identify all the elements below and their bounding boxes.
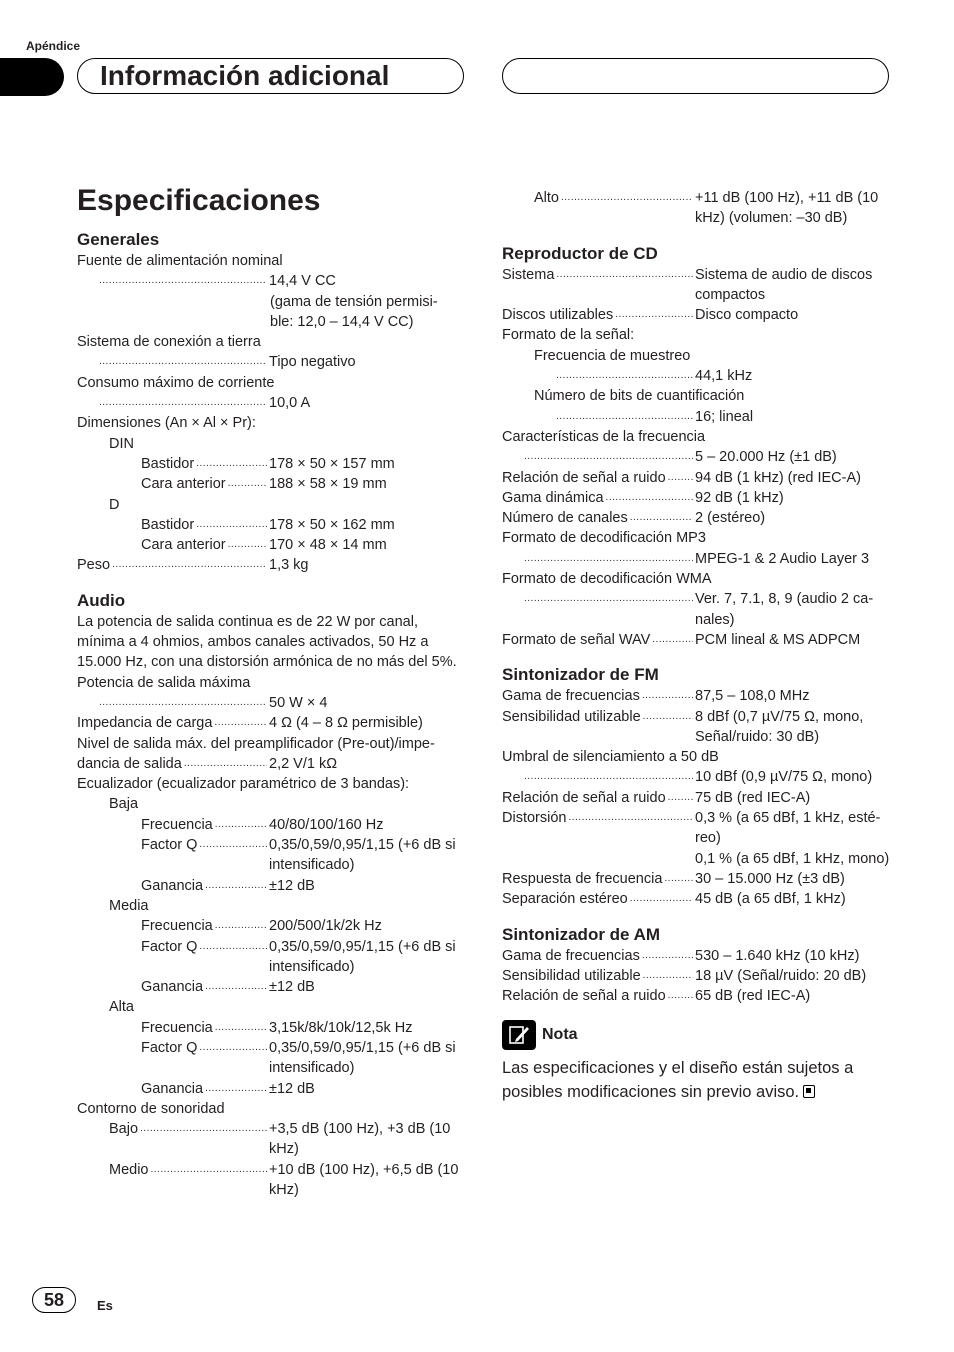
dot-leader [664, 869, 693, 889]
spec-section [502, 924, 890, 1007]
spec-value: 65 dB (red IEC-A) [695, 988, 811, 1005]
empty-title-pill [502, 58, 889, 94]
spec-label-text: dancia de salida [77, 755, 182, 772]
spec-row [502, 366, 890, 386]
spec-value: 16; lineal [695, 408, 754, 425]
spec-text: Umbral de silenciamiento a 50 dB [502, 749, 719, 766]
section-label: Apéndice [26, 39, 81, 53]
spec-value: 3,15k/8k/10k/12,5k Hz [269, 1019, 413, 1036]
spec-row [502, 508, 890, 528]
dot-leader [643, 966, 693, 986]
dot-leader [615, 305, 693, 325]
spec-value: 1,3 kg [269, 557, 309, 574]
dot-leader [151, 1160, 268, 1180]
spec-row [502, 808, 890, 849]
spec-label-text: Relación de señal a ruido [502, 469, 666, 486]
spec-value: ±12 dB [269, 979, 315, 996]
spec-row [77, 916, 465, 936]
dot-leader [99, 271, 267, 291]
spec-label-text: Alto [534, 190, 559, 206]
spec-label-text: Respuesta de frecuencia [502, 870, 663, 887]
spec-label-text: Bajo [109, 1121, 139, 1138]
spec-value: 14,4 V CC [269, 273, 336, 290]
spec-label [77, 713, 269, 733]
language-code: Es [97, 1298, 113, 1313]
spec-row [77, 673, 465, 693]
spec-row [502, 325, 890, 345]
spec-label-text: Relación de señal a ruido [502, 988, 666, 1005]
dot-leader [668, 468, 693, 488]
spec-label [502, 966, 695, 986]
spec-label [141, 474, 269, 494]
spec-label-text: Gama de frecuencias [502, 688, 640, 705]
spec-row [502, 946, 890, 966]
title-pill [77, 58, 464, 94]
spec-row [502, 528, 890, 548]
spec-row [77, 495, 465, 515]
spec-label-text: Factor Q [141, 837, 198, 854]
spec-text: Ecualizador (ecualizador paramétrico de 3 bandas): [77, 776, 410, 793]
spec-row [77, 271, 465, 291]
spec-value: MPEG-1 & 2 Audio Layer 3 [695, 550, 870, 567]
left-column [77, 229, 465, 1214]
note-header [502, 1020, 890, 1050]
dot-leader [643, 707, 693, 727]
spec-label [77, 754, 269, 774]
spec-label [141, 1038, 269, 1058]
spec-row [502, 849, 890, 869]
spec-value: ±12 dB [269, 1080, 315, 1097]
note-title: Nota [542, 1026, 578, 1044]
spec-row [77, 434, 465, 454]
spec-label [502, 508, 695, 528]
dot-leader [630, 508, 693, 528]
spec-label-text: Ganancia [141, 979, 204, 996]
spec-row [77, 1099, 465, 1119]
spec-row [77, 754, 465, 774]
spec-row [502, 889, 890, 909]
spec-value: PCM lineal & MS ADPCM [695, 631, 861, 648]
spec-label-text: Distorsión [502, 810, 567, 827]
spec-text: Potencia de salida máxima [77, 674, 251, 691]
spec-value: 2,2 V/1 kΩ [269, 755, 338, 772]
spec-label-text: Ganancia [141, 877, 204, 894]
spec-row [77, 292, 465, 312]
spec-section [502, 664, 890, 909]
spec-text: D [109, 496, 120, 513]
dot-leader [112, 555, 267, 575]
dot-leader [215, 815, 267, 835]
spec-value: 87,5 – 108,0 MHz [695, 688, 810, 705]
spec-row [77, 876, 465, 896]
spec-label-text: Factor Q [141, 938, 198, 955]
spec-value: 170 × 48 × 14 mm [269, 537, 387, 554]
spec-row [77, 1038, 465, 1079]
spec-row [77, 1160, 465, 1201]
spec-label [109, 1119, 269, 1139]
dot-leader [205, 1079, 267, 1099]
dot-leader [524, 767, 693, 787]
spec-value: 4 Ω (4 – 8 Ω permisible) [269, 715, 423, 732]
spec-row [502, 569, 890, 589]
spec-label [141, 515, 269, 535]
spec-text: (gama de tensión permisi- [270, 293, 438, 310]
spec-value: 188 × 58 × 19 mm [269, 476, 387, 493]
dot-leader [184, 754, 267, 774]
spec-text: Características de la frecuencia [502, 428, 706, 445]
dot-leader [652, 630, 693, 650]
spec-label [522, 767, 695, 787]
spec-row [77, 815, 465, 835]
spec-value: 44,1 kHz [695, 368, 753, 385]
spec-label [522, 589, 695, 609]
pencil-note-icon [502, 1020, 536, 1050]
spec-label-text: Impedancia de carga [77, 715, 213, 732]
spec-value: 40/80/100/160 Hz [269, 816, 384, 833]
spec-label [554, 366, 695, 386]
spec-label [502, 869, 695, 889]
spec-section [77, 229, 465, 576]
spec-row [77, 896, 465, 916]
spec-section [502, 243, 890, 651]
dot-leader [205, 977, 267, 997]
spec-text: Formato de decodificación WMA [502, 571, 712, 588]
spec-row [502, 468, 890, 488]
spec-row [502, 305, 890, 325]
spec-label [141, 454, 269, 474]
spec-row [77, 413, 465, 433]
spec-label-text: Frecuencia [141, 1019, 213, 1036]
section-tab-marker [0, 58, 64, 96]
spec-label-text: Cara anterior [141, 476, 226, 493]
spec-row [502, 630, 890, 650]
spec-text: Formato de decodificación MP3 [502, 530, 706, 547]
spec-label-text: Peso [77, 557, 111, 574]
spec-label-text: Separación estéreo [502, 891, 628, 908]
spec-label [141, 535, 269, 555]
spec-row [502, 986, 890, 1006]
spec-label [141, 1079, 269, 1099]
spec-row [502, 707, 890, 748]
spec-label [502, 986, 695, 1006]
spec-label-text: Bastidor [141, 516, 195, 533]
spec-value: 75 dB (red IEC-A) [695, 789, 811, 806]
dot-leader [196, 515, 267, 535]
spec-text: Frecuencia de muestreo [534, 347, 691, 364]
spec-value: Disco compacto [695, 307, 799, 324]
spec-label [554, 407, 695, 427]
dot-leader [99, 693, 267, 713]
spec-label [502, 265, 695, 285]
spec-text: DIN [109, 435, 134, 452]
spec-section-heading: Sintonizador de AM [502, 924, 661, 944]
spec-label-text: Cara anterior [141, 537, 226, 554]
section-title: Información adicional [100, 60, 390, 91]
spec-section-heading: Sintonizador de FM [502, 665, 659, 685]
spec-value: 18 µV (Señal/ruido: 20 dB) [695, 967, 867, 984]
dot-leader [199, 937, 267, 957]
spec-text: Alta [109, 999, 134, 1016]
spec-label-text: Relación de señal a ruido [502, 789, 666, 806]
spec-value: ±12 dB [269, 877, 315, 894]
spec-row [502, 747, 890, 767]
spec-row [502, 386, 890, 406]
spec-row [77, 393, 465, 413]
spec-row [77, 1079, 465, 1099]
dot-leader [642, 946, 693, 966]
spec-label [141, 876, 269, 896]
dot-leader [668, 788, 693, 808]
spec-row [77, 835, 465, 876]
spec-value: 50 W × 4 [269, 694, 328, 711]
spec-section-heading: Generales [77, 230, 160, 249]
spec-label-text: Sensibilidad utilizable [502, 967, 641, 984]
spec-row [502, 407, 890, 427]
page-title: Especificaciones [77, 184, 321, 217]
spec-label-text: Gama de frecuencias [502, 947, 640, 964]
spec-row [502, 788, 890, 808]
spec-value: +11 dB (100 Hz), +11 dB (10 kHz) (volumen: –30 dB) [695, 190, 879, 227]
spec-label [502, 889, 695, 909]
spec-label [502, 808, 695, 828]
dot-leader [199, 1038, 267, 1058]
spec-row [502, 549, 890, 569]
spec-text: Nivel de salida máx. del preamplificador (Pre-out)/impe- [77, 735, 435, 752]
dot-leader [524, 447, 693, 467]
spec-label [97, 352, 269, 372]
spec-row [502, 869, 890, 889]
spec-value: 2 (estéreo) [695, 510, 766, 527]
spec-label [502, 707, 695, 727]
spec-label [141, 937, 269, 957]
spec-label [502, 468, 695, 488]
dot-leader [140, 1119, 267, 1139]
spec-row [77, 713, 465, 733]
spec-label [97, 693, 269, 713]
spec-row [77, 734, 465, 754]
spec-row [77, 1119, 465, 1160]
spec-text: Media [109, 897, 149, 914]
spec-row [502, 767, 890, 787]
spec-row [502, 589, 890, 630]
spec-label-text: Factor Q [141, 1039, 198, 1056]
dot-leader [630, 889, 693, 909]
spec-label [502, 686, 695, 706]
dot-leader [568, 808, 693, 828]
spec-text: La potencia de salida continua es de 22 W por canal, mínima a 4 ohmios, ambos canales activados, 50 Hz a 15.000 Hz, con una distorsión armónica de no más del 5%. [77, 613, 457, 671]
spec-text: Formato de la señal: [502, 327, 635, 344]
spec-label-text: Sensibilidad utilizable [502, 708, 641, 725]
spec-text: Sistema de conexión a tierra [77, 334, 261, 351]
spec-value: +10 dB (100 Hz), +6,5 dB (10 kHz) [269, 1161, 459, 1199]
dot-leader [196, 454, 267, 474]
spec-row [502, 488, 890, 508]
dot-leader [199, 835, 267, 855]
dot-leader [99, 352, 267, 372]
spec-label [97, 271, 269, 291]
spec-row [502, 265, 890, 306]
spec-label [141, 1018, 269, 1038]
spec-value: 200/500/1k/2k Hz [269, 918, 382, 935]
spec-value: 0,35/0,59/0,95/1,15 (+6 dB si intensificado) [269, 837, 456, 874]
spec-value: 10,0 A [269, 395, 311, 412]
spec-row [502, 686, 890, 706]
spec-label [502, 488, 695, 508]
spec-label-text: Ganancia [141, 1080, 204, 1097]
spec-label [141, 916, 269, 936]
spec-value: 45 dB (a 65 dBf, 1 kHz) [695, 891, 846, 908]
spec-section-heading: Reproductor de CD [502, 243, 658, 263]
spec-row [77, 515, 465, 535]
spec-text: Contorno de sonoridad [77, 1100, 225, 1117]
spec-label [534, 188, 695, 208]
spec-value: 10 dBf (0,9 µV/75 Ω, mono) [695, 769, 873, 786]
spec-label [141, 815, 269, 835]
dot-leader [524, 589, 693, 609]
spec-label [522, 447, 695, 467]
spec-value: 178 × 50 × 157 mm [269, 455, 395, 472]
dot-leader [205, 876, 267, 896]
spec-label-text: Discos utilizables [502, 307, 614, 324]
dot-leader [215, 916, 267, 936]
spec-value: 530 – 1.640 kHz (10 kHz) [695, 947, 860, 964]
spec-label [522, 549, 695, 569]
spec-text: 0,1 % (a 65 dBf, 1 kHz, mono) [695, 850, 890, 867]
dot-leader [606, 488, 693, 508]
spec-label-text: Número de canales [502, 510, 628, 527]
spec-row [77, 332, 465, 352]
dot-leader [215, 1018, 267, 1038]
spec-row [77, 352, 465, 372]
spec-value: 92 dB (1 kHz) [695, 489, 784, 506]
dot-leader [668, 986, 693, 1006]
spec-value: 0,35/0,59/0,95/1,15 (+6 dB si intensificado) [269, 1039, 456, 1077]
spec-row [77, 474, 465, 494]
spec-row [77, 251, 465, 271]
page-number: 58 [32, 1287, 76, 1313]
end-mark-icon [803, 1085, 815, 1098]
spec-label [502, 788, 695, 808]
spec-text: Consumo máximo de corriente [77, 374, 275, 391]
spec-label [97, 393, 269, 413]
spec-label-text: Sistema [502, 266, 555, 283]
spec-value: 8 dBf (0,7 µV/75 Ω, mono, Señal/ruido: 30 dB) [695, 708, 864, 745]
dot-leader [642, 686, 693, 706]
note-text: Las especificaciones y el diseño están sujetos a posibles modificaciones sin previo aviso. [502, 1059, 854, 1102]
spec-text: ble: 12,0 – 14,4 V CC) [270, 313, 414, 330]
dot-leader [561, 188, 693, 208]
spec-row [502, 346, 890, 366]
spec-row [77, 997, 465, 1017]
spec-row [502, 188, 890, 229]
spec-row [502, 966, 890, 986]
spec-label-text: Formato de señal WAV [502, 631, 651, 648]
spec-label-text: Frecuencia [141, 918, 213, 935]
spec-row [77, 1018, 465, 1038]
dot-leader [228, 474, 267, 494]
spec-section [502, 188, 890, 229]
spec-label [502, 305, 695, 325]
spec-section-heading: Audio [77, 590, 126, 610]
spec-row [77, 555, 465, 575]
spec-row [502, 427, 890, 447]
spec-value: +3,5 dB (100 Hz), +3 dB (10 kHz) [269, 1121, 451, 1158]
right-column [502, 188, 890, 1104]
spec-text: Baja [109, 796, 139, 813]
spec-row [77, 454, 465, 474]
dot-leader [556, 407, 693, 427]
spec-row [77, 977, 465, 997]
spec-label [502, 630, 695, 650]
dot-leader [524, 549, 693, 569]
spec-label [502, 946, 695, 966]
dot-leader [228, 535, 267, 555]
spec-section [77, 590, 465, 1201]
spec-row [77, 774, 465, 794]
spec-row [77, 612, 465, 673]
spec-label-text: Bastidor [141, 455, 195, 472]
spec-label-text: Medio [109, 1161, 149, 1178]
dot-leader [556, 265, 693, 285]
spec-value: 0,3 % (a 65 dBf, 1 kHz, esté-reo) [695, 810, 881, 847]
spec-label-text: Frecuencia [141, 816, 213, 833]
spec-row [77, 693, 465, 713]
dot-leader [556, 366, 693, 386]
spec-row [77, 373, 465, 393]
spec-label [109, 1160, 269, 1180]
spec-label-text: Gama dinámica [502, 489, 604, 506]
spec-value: Tipo negativo [269, 354, 356, 371]
spec-value: Sistema de audio de discos compactos [695, 266, 873, 303]
spec-value: Ver. 7, 7.1, 8, 9 (audio 2 ca-nales) [695, 591, 874, 628]
spec-row [77, 312, 465, 332]
dot-leader [99, 393, 267, 413]
spec-value: 178 × 50 × 162 mm [269, 516, 395, 533]
spec-value: 94 dB (1 kHz) (red IEC-A) [695, 469, 861, 486]
spec-row [77, 937, 465, 978]
spec-value: 5 – 20.000 Hz (±1 dB) [695, 449, 837, 466]
spec-text: Número de bits de cuantificación [534, 388, 745, 405]
spec-label [141, 977, 269, 997]
spec-row [77, 535, 465, 555]
spec-value: 30 – 15.000 Hz (±3 dB) [695, 870, 845, 887]
spec-label [141, 835, 269, 855]
dot-leader [214, 713, 267, 733]
spec-text: Dimensiones (An × Al × Pr): [77, 415, 256, 432]
spec-value: 0,35/0,59/0,95/1,15 (+6 dB si intensificado) [269, 938, 456, 975]
spec-text: Fuente de alimentación nominal [77, 253, 283, 269]
spec-row [502, 447, 890, 467]
spec-label [77, 555, 269, 575]
spec-row [77, 794, 465, 814]
